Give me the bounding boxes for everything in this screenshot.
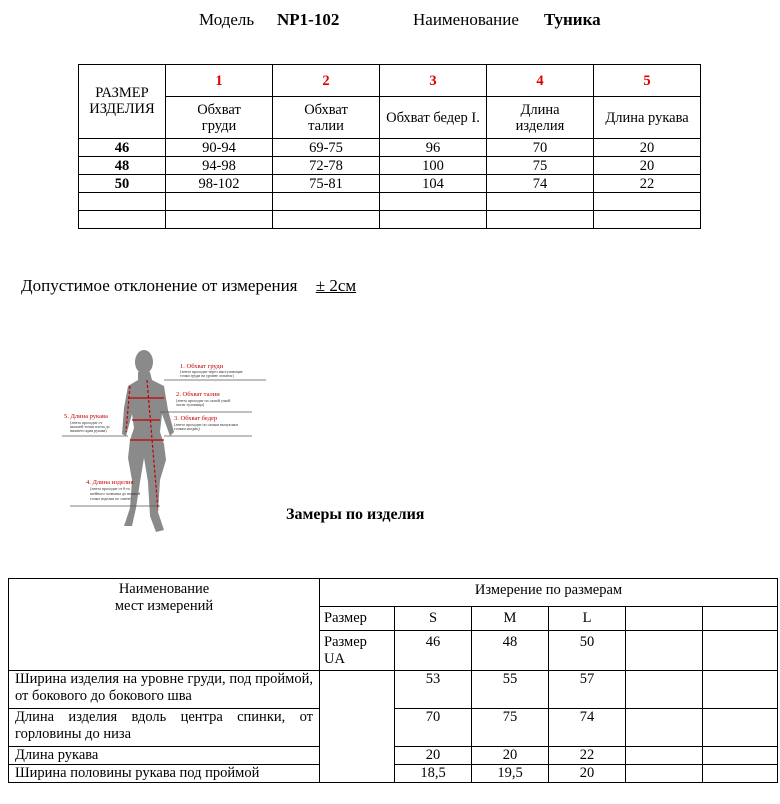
table-row <box>79 139 701 157</box>
column-number: 5 <box>594 65 701 97</box>
empty-cell <box>703 631 778 671</box>
empty-cell <box>703 709 778 747</box>
empty-cell <box>626 747 703 765</box>
value-cell: 69-75 <box>273 139 380 157</box>
note: (лента проходит от <box>70 420 103 425</box>
note: части туловища) <box>176 402 205 407</box>
label-length: 4. Длина изделия <box>86 479 134 486</box>
value-cell: 100 <box>380 157 487 175</box>
note: нижнего края рукава) <box>70 428 107 433</box>
value-cell: 22 <box>594 175 701 193</box>
column-number: 3 <box>380 65 487 97</box>
measure-value: 20 <box>549 765 626 783</box>
value-cell: 94-98 <box>166 157 273 175</box>
garment-measure-table <box>8 578 778 783</box>
name-header-line1: Наименование <box>118 581 210 597</box>
measure-value: 19,5 <box>472 765 549 783</box>
column-number: 2 <box>273 65 380 97</box>
value-cell: 74 <box>487 175 594 193</box>
measure-name: Ширина половины рукава под проймой <box>9 765 320 783</box>
measure-value: 22 <box>549 747 626 765</box>
tolerance-value: ± 2см <box>315 276 357 295</box>
size-row-header <box>79 65 166 139</box>
note: (лента проходит по самым выпуклым <box>174 422 238 427</box>
value-cell: 96 <box>380 139 487 157</box>
ua-row-label: Размер UA <box>320 631 395 671</box>
note: высшей точки плеча до <box>70 424 110 429</box>
empty-cell <box>626 671 703 709</box>
tolerance-text: Допустимое отклонение от измерения <box>21 276 298 295</box>
name-header-line2: мест измерений <box>114 598 214 614</box>
measure-value: 57 <box>549 671 626 709</box>
value-cell: 98-102 <box>166 175 273 193</box>
size-s: S <box>395 607 472 631</box>
value-cell: 20 <box>594 139 701 157</box>
model-label: Модель <box>199 10 255 29</box>
empty-cell <box>703 765 778 783</box>
table-row <box>79 175 701 193</box>
name-header <box>9 579 320 671</box>
column-label: Обхват бедер I. <box>380 97 487 139</box>
empty-cell <box>703 747 778 765</box>
tolerance-note <box>21 276 356 296</box>
product-name-value: Туника <box>544 10 601 29</box>
measure-value: 70 <box>395 709 472 747</box>
measure-value: 18,5 <box>395 765 472 783</box>
empty-cell <box>380 211 487 229</box>
column-number: 4 <box>487 65 594 97</box>
column-label: Длина рукава <box>594 97 701 139</box>
label-chest: 1. Обхват груди <box>180 363 224 370</box>
measure-value: 55 <box>472 671 549 709</box>
size-cell: 46 <box>79 139 166 157</box>
column-label: Обхват талии <box>273 97 380 139</box>
measure-name: Длина изделия вдоль центра спинки, от горловины до низа <box>9 709 320 747</box>
note: (лента проходит через выступающие <box>180 369 243 374</box>
value-cell: 20 <box>594 157 701 175</box>
empty-cell <box>594 193 701 211</box>
table-row <box>9 671 778 709</box>
size-header: Измерение по размерам <box>320 579 778 607</box>
empty-cell <box>703 671 778 709</box>
value-cell: 104 <box>380 175 487 193</box>
product-name-label: Наименование <box>413 10 519 29</box>
empty-cell <box>626 607 703 631</box>
measurement-diagram <box>52 340 282 540</box>
empty-cell <box>594 211 701 229</box>
empty-cell <box>626 709 703 747</box>
value-cell: 75 <box>487 157 594 175</box>
column-label: Обхват груди <box>166 97 273 139</box>
value-cell: 90-94 <box>166 139 273 157</box>
model-value: NP1-102 <box>277 10 340 29</box>
table-row <box>79 157 701 175</box>
label-hips: 3. Обхват бедер <box>174 415 218 422</box>
note: шейного позвонка до нижней <box>90 491 141 496</box>
note: (лента проходит по самой узкой <box>176 398 231 403</box>
column-label: Длина изделия <box>487 97 594 139</box>
empty-cell <box>273 193 380 211</box>
empty-cell <box>626 631 703 671</box>
size-table <box>78 64 701 229</box>
merged-empty-cell <box>320 671 395 783</box>
empty-cell <box>166 193 273 211</box>
ua-size: 46 <box>395 631 472 671</box>
empty-cell <box>487 193 594 211</box>
size-cell: 50 <box>79 175 166 193</box>
measure-name: Ширина изделия на уровне груди, под проймой, от бокового до бокового шва <box>9 671 320 709</box>
size-l: L <box>549 607 626 631</box>
size-row-header-text: РАЗМЕР ИЗДЕЛИЯ <box>89 85 155 117</box>
empty-cell <box>703 607 778 631</box>
measure-value: 20 <box>472 747 549 765</box>
empty-cell <box>166 211 273 229</box>
measure-name: Длина рукава <box>9 747 320 765</box>
measure-value: 74 <box>549 709 626 747</box>
measure-value: 53 <box>395 671 472 709</box>
value-cell: 75-81 <box>273 175 380 193</box>
empty-cell <box>79 211 166 229</box>
empty-row <box>79 193 701 211</box>
size-cell: 48 <box>79 157 166 175</box>
note: точкам ягодиц) <box>174 426 200 431</box>
column-number: 1 <box>166 65 273 97</box>
body-figure-illustration <box>52 340 282 540</box>
size-m: M <box>472 607 549 631</box>
ua-size: 50 <box>549 631 626 671</box>
size-row-label: Размер <box>320 607 395 631</box>
empty-cell <box>79 193 166 211</box>
empty-cell <box>380 193 487 211</box>
empty-row <box>79 211 701 229</box>
label-waist: 2. Обхват талии <box>176 391 220 398</box>
note: точки изделия по спине) <box>90 496 132 501</box>
ua-size: 48 <box>472 631 549 671</box>
measure-value: 20 <box>395 747 472 765</box>
note: точки груди на уровне лопаток) <box>180 373 234 378</box>
note: (лента проходит от 6-го <box>90 486 131 491</box>
empty-cell <box>626 765 703 783</box>
label-sleeve: 5. Длина рукава <box>64 413 108 420</box>
measure-value: 75 <box>472 709 549 747</box>
value-cell: 72-78 <box>273 157 380 175</box>
empty-cell <box>487 211 594 229</box>
value-cell: 70 <box>487 139 594 157</box>
female-silhouette <box>122 350 174 532</box>
empty-cell <box>273 211 380 229</box>
measures-title: Замеры по изделия <box>286 506 425 523</box>
